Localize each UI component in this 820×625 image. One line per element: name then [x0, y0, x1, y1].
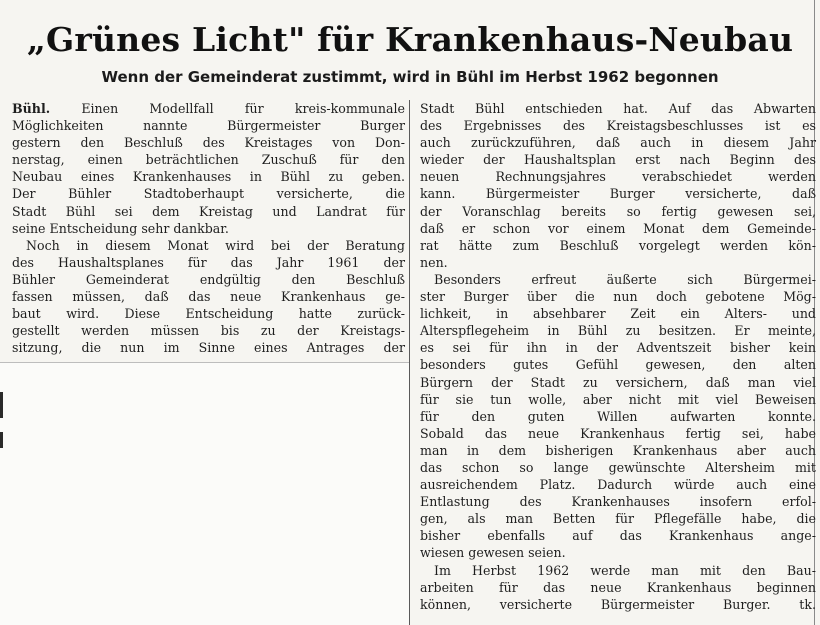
article-column-2	[420, 100, 816, 613]
text-line: bisher ebenfalls auf das Krankenhaus ange-	[420, 528, 816, 544]
paragraph-2	[12, 237, 405, 357]
text-line: Noch in diesem Monat wird bei der Beratung	[26, 237, 405, 253]
text-line: arbeiten für das neue Krankenhaus beginnen	[420, 579, 816, 595]
text-line: es sei für ihn in der Adventszeit bisher kein	[420, 340, 816, 356]
text-line: sitzung, die nun im Sinne eines Antrages der	[12, 340, 405, 356]
paragraph-4	[420, 271, 816, 562]
text-line: können, versicherte Bürgermeister Burger. tk.	[420, 596, 816, 612]
text-line: das schon so lange gewünschte Altersheim mit	[420, 459, 816, 475]
text-line: für sie tun wolle, aber nicht mit viel Beweisen	[420, 391, 816, 407]
text-line: Alterspflegeheim in Bühl zu besitzen. Er meinte,	[420, 323, 816, 339]
text-line: wiesen gewesen seien.	[420, 545, 566, 561]
text-line: Sobald das neue Krankenhaus fertig sei, habe	[420, 425, 816, 441]
text-line: Besonders erfreut äußerte sich Bürgermei-	[434, 271, 816, 287]
dateline: Bühl.	[12, 101, 51, 116]
paragraph-5	[420, 562, 816, 613]
article-headline: „Grünes Licht" für Krankenhaus-Neubau	[26, 20, 794, 59]
text-line: des Haushaltsplanes für das Jahr 1961 der	[12, 254, 405, 270]
text-line: man in dem bisherigen Krankenhaus aber auch	[420, 442, 816, 458]
text-line: auch zurückzuführen, daß auch in diesem Jahr	[420, 135, 816, 151]
scan-edge-mark	[0, 432, 3, 448]
text-line: Bühl. Einen Modellfall für kreis-kommunale	[12, 101, 405, 116]
text-line: rat hätte zum Beschluß vorgelegt werden kön-	[420, 237, 816, 253]
scan-edge-mark	[0, 392, 3, 418]
text-line: fassen müssen, daß das neue Krankenhaus ge-	[12, 289, 405, 305]
blank-area	[0, 363, 409, 625]
text-line: wieder der Haushaltsplan erst nach Beginn des	[420, 152, 816, 168]
text-line: besonders gutes Gefühl gewesen, den alten	[420, 357, 816, 373]
text-line: gen, als man Betten für Pflegefälle habe, die	[420, 511, 816, 527]
text-line: nen.	[420, 254, 448, 270]
text-line: für den guten Willen aufwarten konnte.	[420, 408, 816, 424]
text-line: Bürgern der Stadt zu versichern, daß man viel	[420, 374, 816, 390]
text-line: kann. Bürgermeister Burger versicherte, daß	[420, 186, 816, 202]
text-line: nerstag, einen beträchtlichen Zuschuß für den	[12, 152, 405, 168]
text-line: Bühler Gemeinderat endgültig den Beschluß	[12, 271, 405, 287]
paragraph-1	[12, 100, 405, 237]
text-line: lichkeit, in absehbarer Zeit ein Alters- und	[420, 306, 816, 322]
text-line: Stadt Bühl sei dem Kreistag und Landrat für	[12, 203, 405, 219]
text-line: Neubau eines Krankenhauses in Bühl zu geben.	[12, 169, 405, 185]
text-line: ster Burger über die nun doch gebotene Mög-	[420, 289, 816, 305]
text-line: Entlastung des Krankenhauses insofern erfol-	[420, 494, 816, 510]
text-line: gestellt werden müssen bis zu der Kreistags-	[12, 323, 405, 339]
text-line: des Ergebnisses des Kreistagsbeschlusses ist es	[420, 118, 816, 134]
text-line: neuen Rechnungsjahres verabschiedet werden	[420, 169, 816, 185]
text-line: Möglichkeiten nannte Bürgermeister Burger	[12, 118, 405, 134]
text-line: Der Bühler Stadtoberhaupt versicherte, die	[12, 186, 405, 202]
text-line: baut wird. Diese Entscheidung hatte zurück-	[12, 306, 405, 322]
paragraph-3	[420, 100, 816, 271]
text-line: Stadt Bühl entschieden hat. Auf das Abwarten	[420, 101, 816, 116]
text-line: ausreichendem Platz. Dadurch würde auch eine	[420, 477, 816, 493]
article-subheadline: Wenn der Gemeinderat zustimmt, wird in Bühl im Herbst 1962 begonnen	[101, 68, 719, 86]
text-line: daß er schon vor einem Monat dem Gemeinde-	[420, 220, 816, 236]
text-line: der Voranschlag bereits so fertig gewesen sei,	[420, 203, 816, 219]
text-line: gestern den Beschluß des Kreistages von Don-	[12, 135, 405, 151]
text-line: Im Herbst 1962 werde man mit den Bau-	[434, 562, 816, 578]
text-line: seine Entscheidung sehr dankbar.	[12, 220, 229, 236]
article-column-1	[12, 100, 405, 356]
column-divider	[409, 100, 410, 625]
